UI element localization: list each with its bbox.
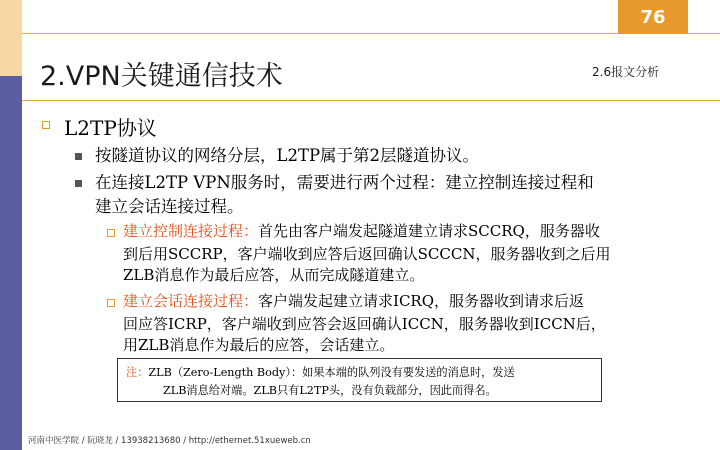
bullet-hollow-square-icon <box>42 121 50 129</box>
sub-session-label: 建立会话连接过程： <box>123 292 259 310</box>
sub-session-text: 客户端发起建立请求ICRQ，服务器收到请求后返 <box>258 292 585 310</box>
sub-control-text: 首先由客户端发起隧道建立请求SCCRQ，服务器收 <box>258 222 600 240</box>
sub-control-line1 <box>123 221 600 242</box>
sub-control-label: 建立控制连接过程： <box>123 222 259 240</box>
sub-session-line3: 用ZLB消息作为最后的应答，会话建立。 <box>123 336 395 354</box>
heading-l2tp: L2TP协议 <box>64 116 157 140</box>
left-accent-bar-top <box>0 0 22 76</box>
sub-control-line2: 到后用SCCRP，客户端收到应答后返回确认SCCCN，服务器收到之后用 <box>123 245 611 263</box>
page-number: 76 <box>618 0 688 34</box>
point-process-line2: 建立会话连接过程。 <box>95 197 244 216</box>
left-accent-bar-bottom <box>0 76 22 450</box>
note-line1 <box>126 364 515 380</box>
top-divider <box>22 33 720 34</box>
section-label: 2.6报文分析 <box>592 65 660 79</box>
note-line2: ZLB消息给对端。ZLB只有L2TP头，没有负载部分，因此而得名。 <box>163 384 497 397</box>
title-divider <box>22 100 720 101</box>
note-box <box>117 358 602 402</box>
sub-control-line3: ZLB消息作为最后应答，从而完成隧道建立。 <box>123 266 425 284</box>
bullet-square-icon <box>75 153 82 160</box>
slide-title: 2.VPN关键通信技术 <box>40 61 283 92</box>
point-layer: 按隧道协议的网络分层，L2TP属于第2层隧道协议。 <box>95 146 480 165</box>
point-process-line1: 在连接L2TP VPN服务时，需要进行两个过程：建立控制连接过程和 <box>95 173 594 192</box>
bullet-hollow-square-icon <box>107 299 115 307</box>
bullet-hollow-square-icon <box>107 229 115 237</box>
note-label: 注： <box>126 366 149 379</box>
sub-session-line1 <box>123 291 584 312</box>
bullet-square-icon <box>75 180 82 187</box>
sub-session-line2: 回应答ICRP，客户端收到应答会返回确认ICCN，服务器收到ICCN后， <box>123 315 606 333</box>
note-text: ZLB（Zero-Length Body）：如果本端的队列没有要发送的消息时，发送 <box>148 366 515 379</box>
footer-credits: 河南中医学院 / 阮晓龙 / 13938213680 / http://ethernet.51xueweb.cn <box>28 436 311 446</box>
